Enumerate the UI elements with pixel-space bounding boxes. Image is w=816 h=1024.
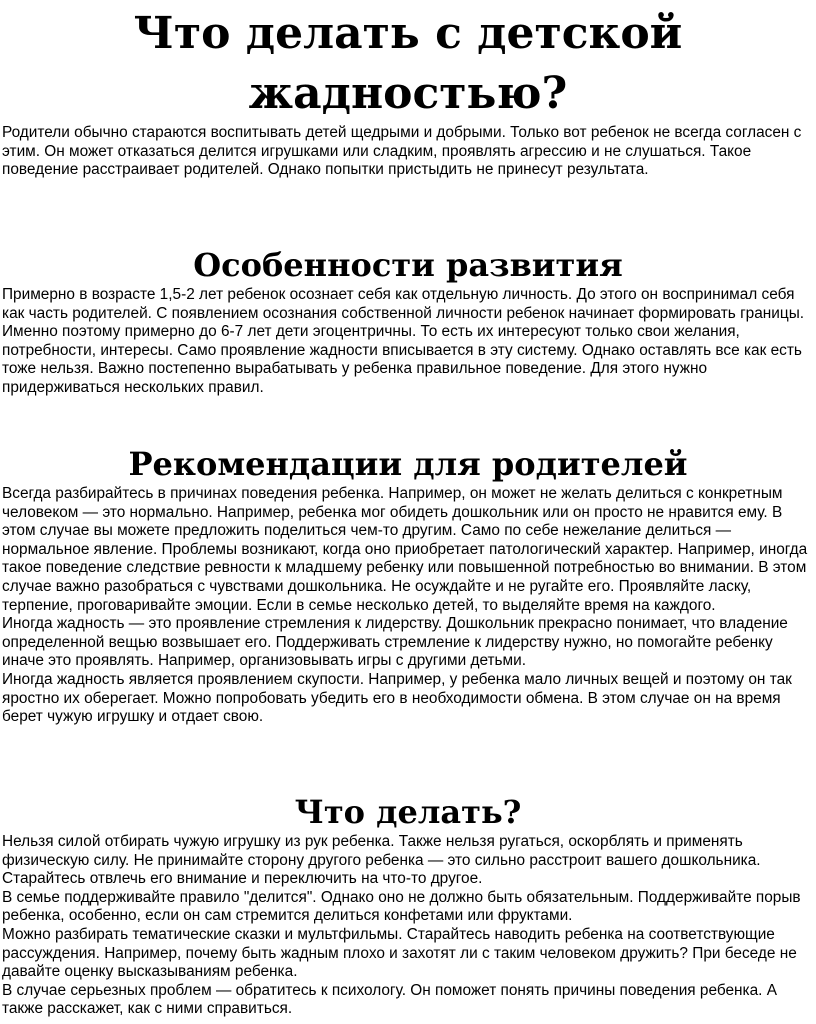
paragraph: Можно разбирать тематические сказки и мультфильмы. Старайтесь наводить ребенка на соответствующие рассуждения. Например, почему быть жадным плохо и захотят ли с таким человеком дружить? При беседе не давайте оценку высказываниям ребенка. [2, 925, 797, 981]
section-body-development [2, 286, 814, 398]
section-heading-what-to-do: Что делать? [294, 793, 522, 831]
paragraph: В случае серьезных проблем — обратитесь к психологу. Он поможет понять причины поведения ребенка. А также расскажет, как с ними справиться. [2, 981, 777, 1018]
intro-text-block [2, 124, 814, 180]
page-title: Что делать с детской жадностью? [133, 8, 683, 119]
section-heading-development: Особенности развития [193, 246, 623, 284]
intro-paragraph: Родители обычно стараются воспитывать детей щедрыми и добрыми. Только вот ребенок не всегда согласен с этим. Он может отказаться делится игрушками или сладким, проявлять агрессию и не слушаться. Такое поведение расстраивает родителей. Однако попытки пристыдить не принесут результата. [2, 124, 802, 179]
paragraph: Иногда жадность — это проявление стремления к лидерству. Дошкольник прекрасно понимает, что владение определенной вещью возвышает его. Поддерживать стремление к лидерству нужно, но помогайте ребенку иначе это проявлять. Например, организовывать игры с другими детьми. [2, 615, 788, 670]
paragraph: Иногда жадность является проявлением скупости. Например, у ребенка мало личных вещей и поэтому он так яростно их оберегает. Можно попробовать убедить его в необходимости обмена. В этом случае он на время берет чужую игрушку и отдает свою. [2, 670, 792, 726]
section-body-recommendations [2, 485, 814, 727]
section-body-what-to-do [2, 833, 814, 1019]
paragraph: Примерно в возрасте 1,5-2 лет ребенок осознает себя как отдельную личность. До этого он воспринимал себя как часть родителей. С появлением осознания собственной личности ребенок начинает формировать границы. Именно поэтому примерно до 6-7 лет дети эгоцентричны. То есть их интересуют только свои желания, потребности, интересы. Само проявление жадности вписывается в эту систему. Однако оставлять все как есть тоже нельзя. Важно постепенно вырабатывать у ребенка правильное поведение. Для этого нужно придерживаться нескольких правил. [2, 286, 805, 396]
paragraph: Нельзя силой отбирать чужую игрушку из рук ребенка. Также нельзя ругаться, оскорблять и применять физическую силу. Не принимайте сторону другого ребенка — это сильно расстроит вашего дошкольника. Старайтесь отвлечь его внимание и переключить на что-то другое. [2, 833, 761, 888]
paragraph: Всегда разбирайтесь в причинах поведения ребенка. Например, он может не желать делиться с конкретным человеком — это нормально. Например, ребенка мог обидеть дошкольник или он просто не нравится ему. В этом случае вы можете предложить поделиться чем-то другим. Само по себе нежелание делиться — нормальное явление. Проблемы возникают, когда оно приобретает патологический характер. Например, иногда такое поведение следствие ревности к младшему ребенку или повышенной потребностью во внимании. В этом случае важно разобраться с чувствами дошкольника. Не осуждайте и не ругайте его. Проявляйте ласку, терпение, проговаривайте эмоции. Если в семье несколько детей, то выделяйте время на каждого. [2, 485, 808, 614]
section-heading-recommendations: Рекомендации для родителей [128, 445, 688, 483]
paragraph: В семье поддерживайте правило "делится". Однако оно не должно быть обязательным. Поддерживайте порыв ребенка, особенно, если он сам стремится делиться конфетами или фруктами. [2, 888, 801, 925]
